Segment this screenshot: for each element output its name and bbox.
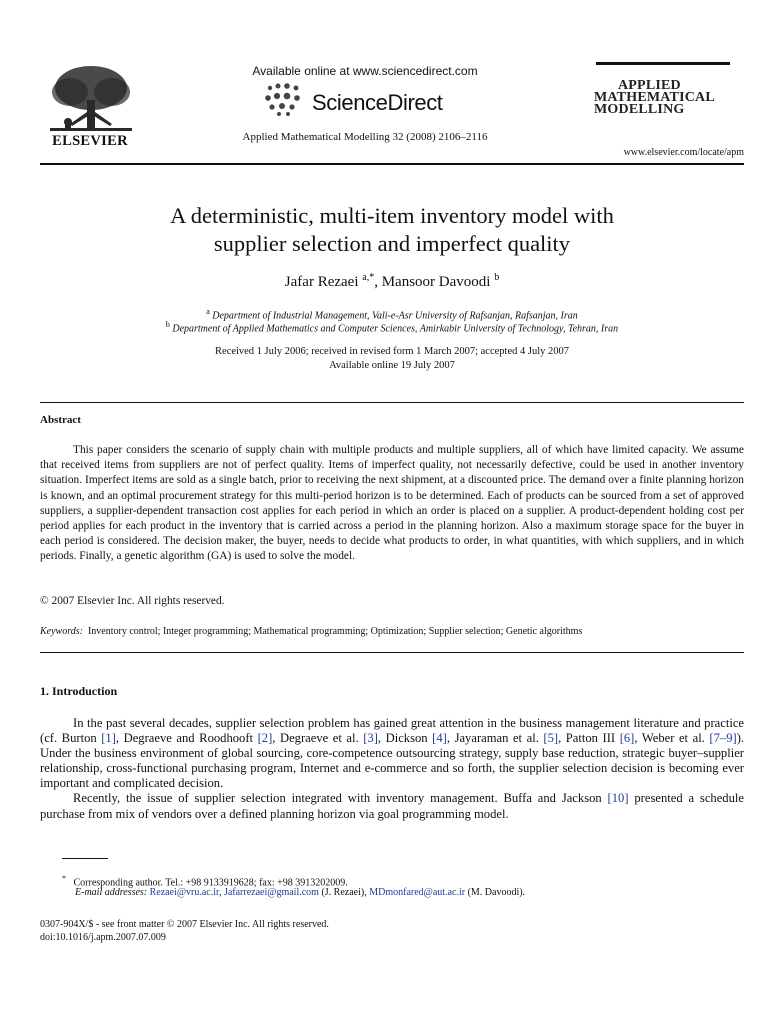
affiliation-a-text: Department of Industrial Management, Vali-e-Asr University of Rafsanjan, Rafsanjan, Iran: [212, 310, 578, 322]
intro-p1-text: , Degraeve and Roodhooft: [115, 731, 258, 746]
available-online-text[interactable]: Available online at www.sciencedirect.com: [252, 64, 478, 78]
corresponding-author-text: Corresponding author. Tel.: +98 9133919628; fax: +98 3913202009.: [73, 877, 348, 889]
introduction-body: [40, 716, 744, 822]
publisher-name: ELSEVIER: [52, 133, 128, 149]
keywords-list: Inventory control; Integer programming; Mathematical programming; Optimization; Supplier selection; Genetic algorithms: [87, 626, 583, 637]
citation-link[interactable]: [2]: [257, 731, 273, 746]
abstract-copyright: © 2007 Elsevier Inc. All rights reserved.: [40, 595, 225, 607]
intro-p1-text: , Degraeve et al.: [272, 731, 364, 746]
journal-citation: Applied Mathematical Modelling 32 (2008) 2106–2116: [242, 131, 488, 143]
author-1: Jafar Rezaei: [284, 274, 359, 290]
keywords-label: Keywords:: [40, 626, 83, 637]
title-line-2: supplier selection and imperfect quality: [213, 231, 571, 256]
abstract-paragraph: This paper considers the scenario of supply chain with multiple products and multiple suppliers, all of which have limited capacity. We assume that received items from suppliers are not of perfect quality. Items of imperfect quality, not necessarily defective, could be used in another inventory situation. Imperfect items are sold as a single batch, prior to receiving the next shipment, at a discounted price. The demand over a finite planning horizon is known, and an optimal procurement strategy for this multi-period horizon is to be determined. Each of products can be sourced from a set of approved suppliers, a supplier-dependent transaction cost applies for each period in which an order is placed on a supplier. A product-dependent holding cost per period applies for each product in the inventory that is carried across a period in the planning horizon. Also a maximum storage space for the buyer in each period is considered. The decision maker, the buyer, needs to decide what products to order, in what quantities, with which suppliers, and in which periods. Finally, a genetic algorithm (GA) is used to solve the model.: [40, 444, 744, 563]
doi-line[interactable]: doi:10.1016/j.apm.2007.07.009: [40, 932, 166, 943]
intro-p2-text: Recently, the issue of supplier selection integrated with inventory management. Buffa and Jackson: [73, 791, 608, 806]
intro-paragraph-1: [40, 716, 744, 791]
citation-link[interactable]: [7–9]: [709, 731, 737, 746]
title-line-1: A deterministic, multi-item inventory model with: [170, 203, 614, 228]
intro-p1-text: ). Under the business environment of global sourcing, core-competence outsourcing strategy, supply base reduction, strategic buyer–supplier relationship, cross-functional purchasing program, Internet and e-commerce and so forth, the supplier selection decision is becoming ever important and complicated decision.: [40, 731, 745, 791]
intro-p1-text: , Dickson: [377, 731, 433, 746]
article-title: [80, 202, 704, 258]
email-owner: (M. Davoodi).: [465, 887, 526, 898]
author-2: Mansoor Davoodi: [381, 274, 491, 290]
section-heading-introduction: 1. Introduction: [40, 684, 118, 698]
author-list: [80, 272, 704, 291]
journal-logo-line-1: APPLIED: [618, 78, 681, 93]
affiliation-b-text: Department of Applied Mathematics and Computer Sciences, Amirkabir University of Technology, Tehran, Iran: [172, 323, 619, 335]
email-link[interactable]: Jafarrezaei@gmail.com: [223, 887, 319, 898]
citation-link[interactable]: [3]: [363, 731, 378, 746]
citation-link[interactable]: [1]: [101, 731, 116, 746]
footnote-emails: [75, 887, 525, 898]
footnote-star: *: [62, 874, 66, 883]
journal-logo-line-3: MODELLING: [594, 102, 685, 117]
issn-line: 0307-904X/$ - see front matter © 2007 Elsevier Inc. All rights reserved.: [40, 919, 329, 930]
citation-link[interactable]: [4]: [432, 731, 447, 746]
intro-paragraph-2: [40, 791, 744, 821]
citation-link[interactable]: [10]: [607, 791, 629, 806]
affiliation-b: [60, 320, 724, 334]
author-1-affiliation-mark[interactable]: a,*: [362, 272, 375, 283]
abstract-body: [40, 443, 744, 565]
header-divider: [40, 163, 744, 165]
intro-p1-text: In the past several decades, supplier selection problem has gained great attention in the business management literature and practice (cf. Burton: [40, 716, 744, 746]
email-link[interactable]: MDmonfared@aut.ac.ir: [369, 887, 466, 898]
intro-p1-text: , Jayaraman et al.: [446, 731, 544, 746]
author-separator: ,: [374, 274, 382, 290]
keywords: [40, 626, 744, 637]
abstract-top-rule: [40, 402, 744, 403]
article-history: [80, 345, 704, 373]
journal-logo-line-2: MATHEMATICAL: [594, 90, 715, 105]
email-link[interactable]: Rezaei@vru.ac.ir: [149, 887, 219, 898]
citation-link[interactable]: [5]: [543, 731, 559, 746]
affiliation-a-mark: a: [206, 307, 210, 316]
abstract-heading: Abstract: [40, 414, 81, 426]
received-dates: Received 1 July 2006; received in revised form 1 March 2007; accepted 4 July 2007: [215, 346, 569, 357]
affiliation-b-mark: b: [165, 320, 170, 329]
abstract-bottom-rule: [40, 652, 744, 653]
intro-p2-text: presented a schedule purchase from mix of vendors over a defined planning horizon via goal programming model.: [40, 791, 744, 821]
journal-logo: [594, 80, 734, 116]
journal-url[interactable]: www.elsevier.com/locate/apm: [623, 147, 744, 158]
intro-p1-text: , Weber et al.: [634, 731, 710, 746]
author-2-affiliation-mark[interactable]: b: [494, 272, 500, 283]
footnote-rule: [62, 858, 108, 859]
sciencedirect-wordmark: ScienceDirect: [312, 90, 443, 115]
citation-link[interactable]: [6]: [619, 731, 635, 746]
journal-logo-rule: [596, 62, 730, 65]
email-owner: (J. Rezaei),: [318, 887, 370, 898]
available-online-date: Available online 19 July 2007: [329, 360, 455, 371]
email-separator: ,: [218, 887, 224, 898]
email-label: E-mail addresses:: [75, 887, 148, 898]
intro-p1-text: , Patton III: [558, 731, 620, 746]
